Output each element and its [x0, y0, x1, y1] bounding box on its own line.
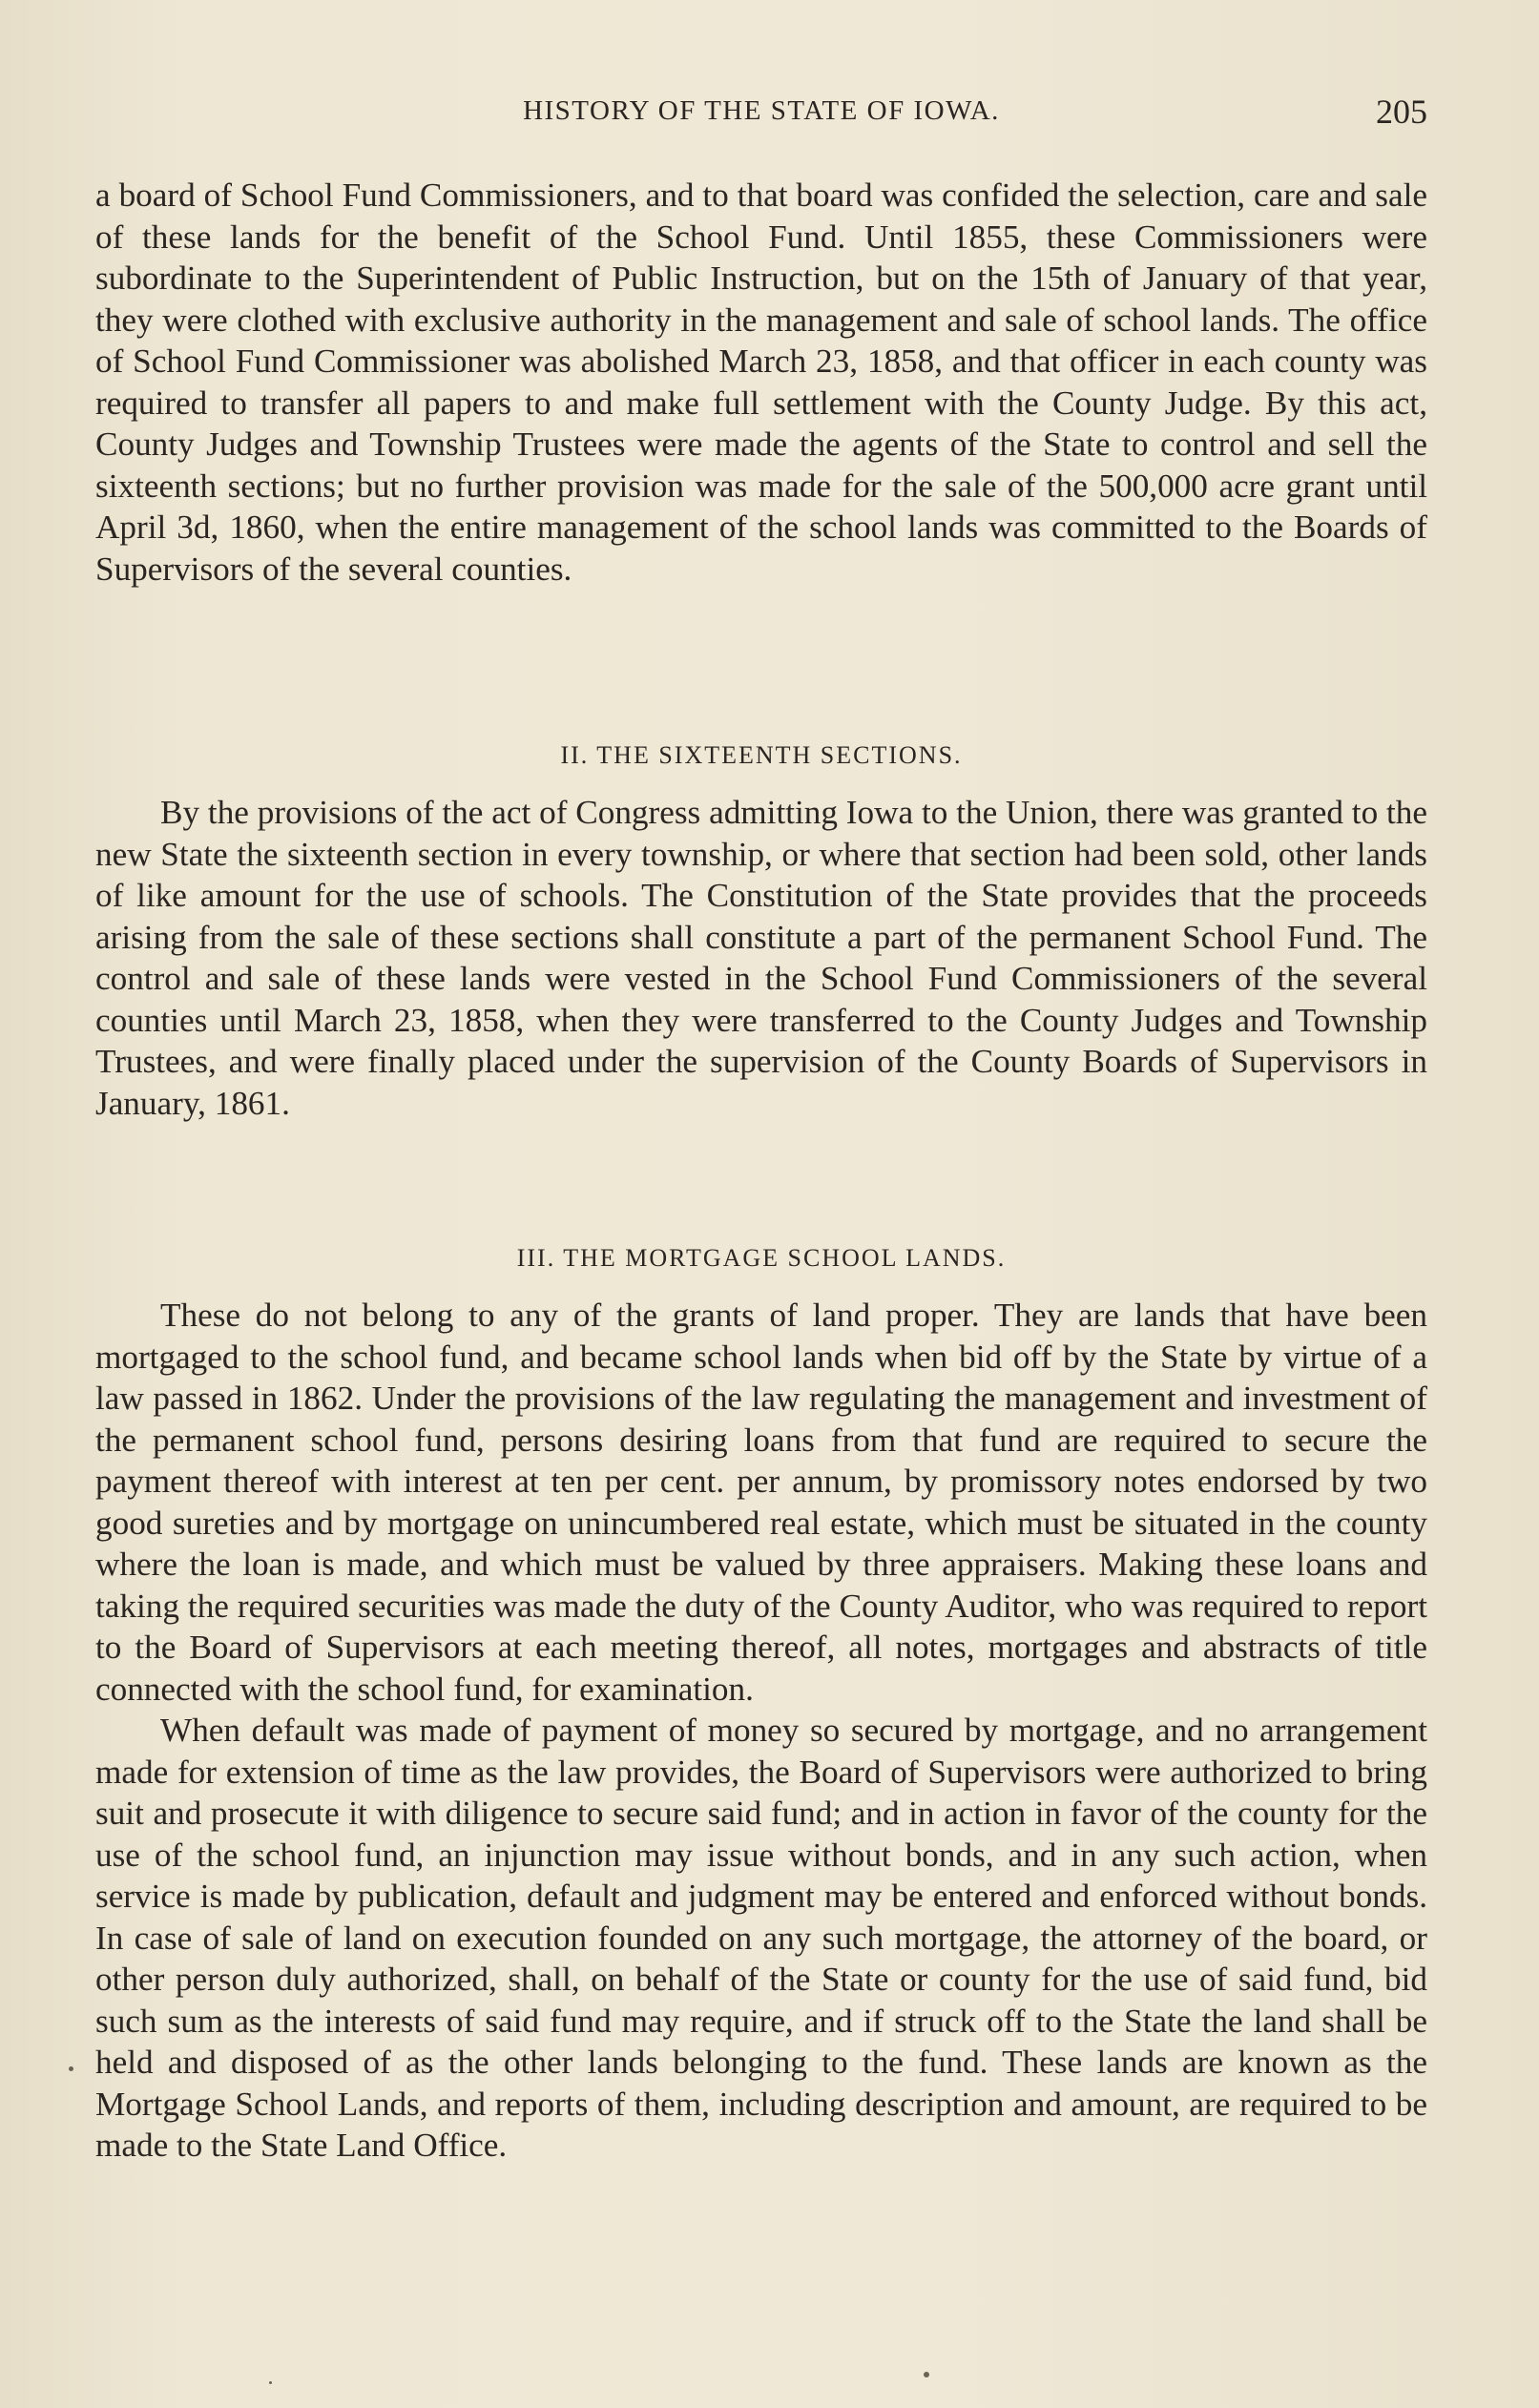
paragraph-2: By the provisions of the act of Congress admitting Iowa to the Union, there was granted to the new State the sixteenth section in every township, or where that section had been sold, other lands of like amount for the use of schools. The Constitution of the State provides that the proceeds arising from the sale of these sections shall constitute a part of the permanent School Fund. The control and sale of these lands were vested in the School Fund Commissioners of the several counties until March 23, 1858, when they were transferred to the County Judges and Township Trustees, and were finally placed under the supervision of the County Boards of Supervisors in January, 1861. [95, 794, 1427, 1122]
paragraph-3: These do not belong to any of the grants of land proper. They are lands that have been mortgaged to the school fund, and became school lands when bid off by the State by virtue of a law passed in 1862. Under the provisions of the law regulating the management and investment of the permanent school fund, persons desiring loans from that fund are required to secure the payment thereof with interest at ten per cent. per annum, by promissory notes endorsed by two good sureties and by mortgage on unincumbered real estate, which must be situated in the county where the loan is made, and which must be valued by three appraisers. Making these loans and taking the required securities was made the duty of the County Auditor, who was required to report to the Board of Supervisors at each meeting thereof, all notes, mortgages and abstracts of title connected with the school fund, for examination. [95, 1297, 1427, 1708]
running-title: HISTORY OF THE STATE OF IOWA. [523, 95, 1000, 126]
page-header [95, 92, 1427, 139]
section-sixteenth-sections [95, 792, 1427, 1124]
ink-speck-bottom [924, 2372, 929, 2377]
paragraph-1: a board of School Fund Commissioners, and to that board was confided the selection, care and sale of these lands for the benefit of the School Fund. Until 1855, these Commissioners were subordinate to the Superintendent of Public Instruction, but on the 15th of January of that year, they were clothed with exclusive authority in the management and sale of school lands. The office of School Fund Commissioner was abolished March 23, 1858, and that officer in each county was required to transfer all papers to and make full settlement with the County Judge. By this act, County Judges and Township Trustees were made the agents of the State to control and sell the sixteenth sections; but no further provision was made for the sale of the 500,000 acre grant until April 3d, 1860, when the entire management of the school lands was committed to the Boards of Supervisors of the several counties. [95, 176, 1427, 588]
paragraph-continuation [95, 175, 1427, 590]
section-mortgage-school-lands [95, 1295, 1427, 2167]
ink-speck-margin [69, 2066, 73, 2071]
ink-speck-bottom-left [269, 2381, 272, 2384]
page-number: 205 [1376, 93, 1427, 131]
section-heading-sixteenth-sections: II. THE SIXTEENTH SECTIONS. [560, 741, 963, 769]
paragraph-4: When default was made of payment of money so secured by mortgage, and no arrangement made for extension of time as the law provides, the Board of Supervisors were authorized to bring suit and prosecute it with diligence to secure said fund; and in action in favor of the county for the use of the school fund, an injunction may issue without bonds, and in any such action, when service is made by publication, default and judgment may be entered and enforced without bonds. In case of sale of land on execution founded on any such mortgage, the attorney of the board, or other person duly authorized, shall, on behalf of the State or county for the use of said fund, bid such sum as the interests of said fund may require, and if struck off to the State the land shall be held and disposed of as the other lands belonging to the fund. These lands are known as the Mortgage School Lands, and reports of them, including description and amount, are required to be made to the State Land Office. [95, 1712, 1427, 2164]
section-heading-mortgage-school-lands: III. THE MORTGAGE SCHOOL LANDS. [516, 1244, 1007, 1272]
